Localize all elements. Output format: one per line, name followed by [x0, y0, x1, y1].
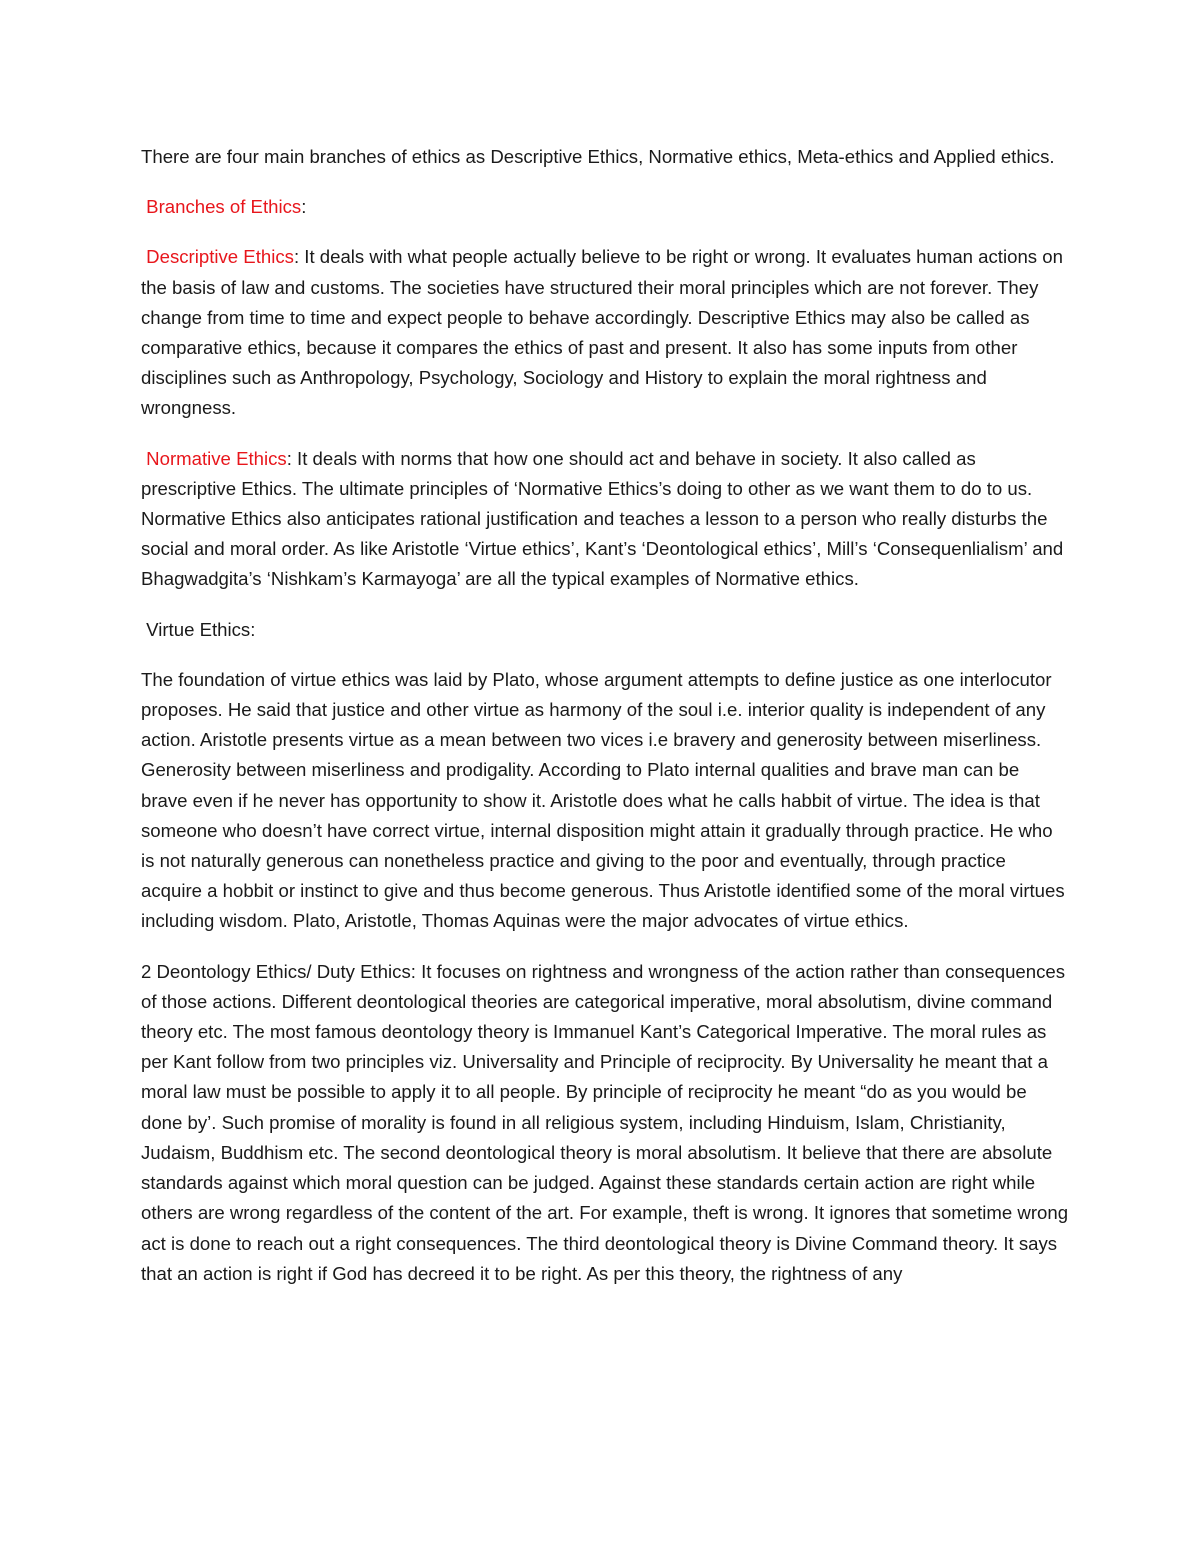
- deontology-ethics-paragraph: 2 Deontology Ethics/ Duty Ethics: It focuses on rightness and wrongness of the action rather than consequences of those actions. Different deontological theories are categorical imperative, moral absolutism, divine command theory etc. The most famous deontology theory is Immanuel Kant’s Categorical Imperative. The moral rules as per Kant follow from two principles viz. Universality and Principle of reciprocity. By Universality he meant that a moral law must be possible to apply it to all people. By principle of reciprocity he meant “do as you would be done by’. Such promise of morality is found in all religious system, including Hinduism, Islam, Christianity, Judaism, Buddhism etc. The second deontological theory is moral absolutism. It believe that there are absolute standards against which moral question can be judged. Against these standards certain action are right while others are wrong regardless of the content of the art. For example, theft is wrong. It ignores that sometime wrong act is done to reach out a right consequences. The third deontological theory is Divine Command theory. It says that an action is right if God has decreed it to be right. As per this theory, the rightness of any: [141, 960, 1069, 1284]
- document-body: [141, 142, 1069, 1309]
- descriptive-ethics-text: It deals with what people actually believe to be right or wrong. It evaluates human actions on the basis of law and customs. The societies have structured their moral principles which are not forever. They change from time to time and expect people to behave accordingly. Descriptive Ethics may also be called as comparative ethics, because it compares the ethics of past and present. It also has some inputs from other disciplines such as Anthropology, Psychology, Sociology and History to explain the moral rightness and wrongness.: [141, 246, 1063, 419]
- virtue-ethics-paragraph: The foundation of virtue ethics was laid by Plato, whose argument attempts to define justice as one interlocutor proposes. He said that justice and other virtue as harmony of the soul i.e. interior quality is independent of any action. Aristotle presents virtue as a mean between two vices i.e bravery and generosity between miserliness. Generosity between miserliness and prodigality. According to Plato internal qualities and brave man can be brave even if he never has opportunity to show it. Aristotle does what he calls habbit of virtue. The idea is that someone who doesn’t have correct virtue, internal disposition might attain it gradually through practice. He who is not naturally generous can nonetheless practice and giving to the poor and eventually, through practice acquire a hobbit or instinct to give and thus become generous. Thus Aristotle identified some of the moral virtues including wisdom. Plato, Aristotle, Thomas Aquinas were the major advocates of virtue ethics.: [141, 668, 1065, 932]
- normative-ethics-colon: :: [286, 447, 292, 469]
- normative-ethics-text: It deals with norms that how one should act and behave in society. It also called as prescriptive Ethics. The ultimate principles of ‘Normative Ethics’s doing to other as we want them to do to us. Normative Ethics also anticipates rational justification and teaches a lesson to a person who really disturbs the social and moral order. As like Aristotle ‘Virtue ethics’, Kant’s ‘Deontological ethics’, Mill’s ‘Consequenlialism’ and Bhagwadgita’s ‘Nishkam’s Karmayoga’ are all the typical examples of Normative ethics.: [141, 447, 1064, 590]
- normative-ethics-term: Normative Ethics: [146, 447, 287, 469]
- descriptive-ethics-colon: :: [293, 246, 300, 268]
- descriptive-ethics-term: Descriptive Ethics: [146, 246, 294, 268]
- branches-heading: Branches of Ethics: [146, 196, 302, 218]
- intro-paragraph: There are four main branches of ethics as Descriptive Ethics, Normative ethics, Meta-ethics and Applied ethics.: [141, 146, 1055, 167]
- branches-heading-colon: :: [301, 196, 307, 218]
- normative-ethics-paragraph: [141, 444, 1069, 595]
- virtue-ethics-heading-paragraph: [141, 615, 1069, 645]
- branches-heading-paragraph: [141, 192, 1069, 222]
- virtue-ethics-heading: Virtue Ethics:: [146, 618, 256, 640]
- descriptive-ethics-paragraph: [141, 242, 1069, 423]
